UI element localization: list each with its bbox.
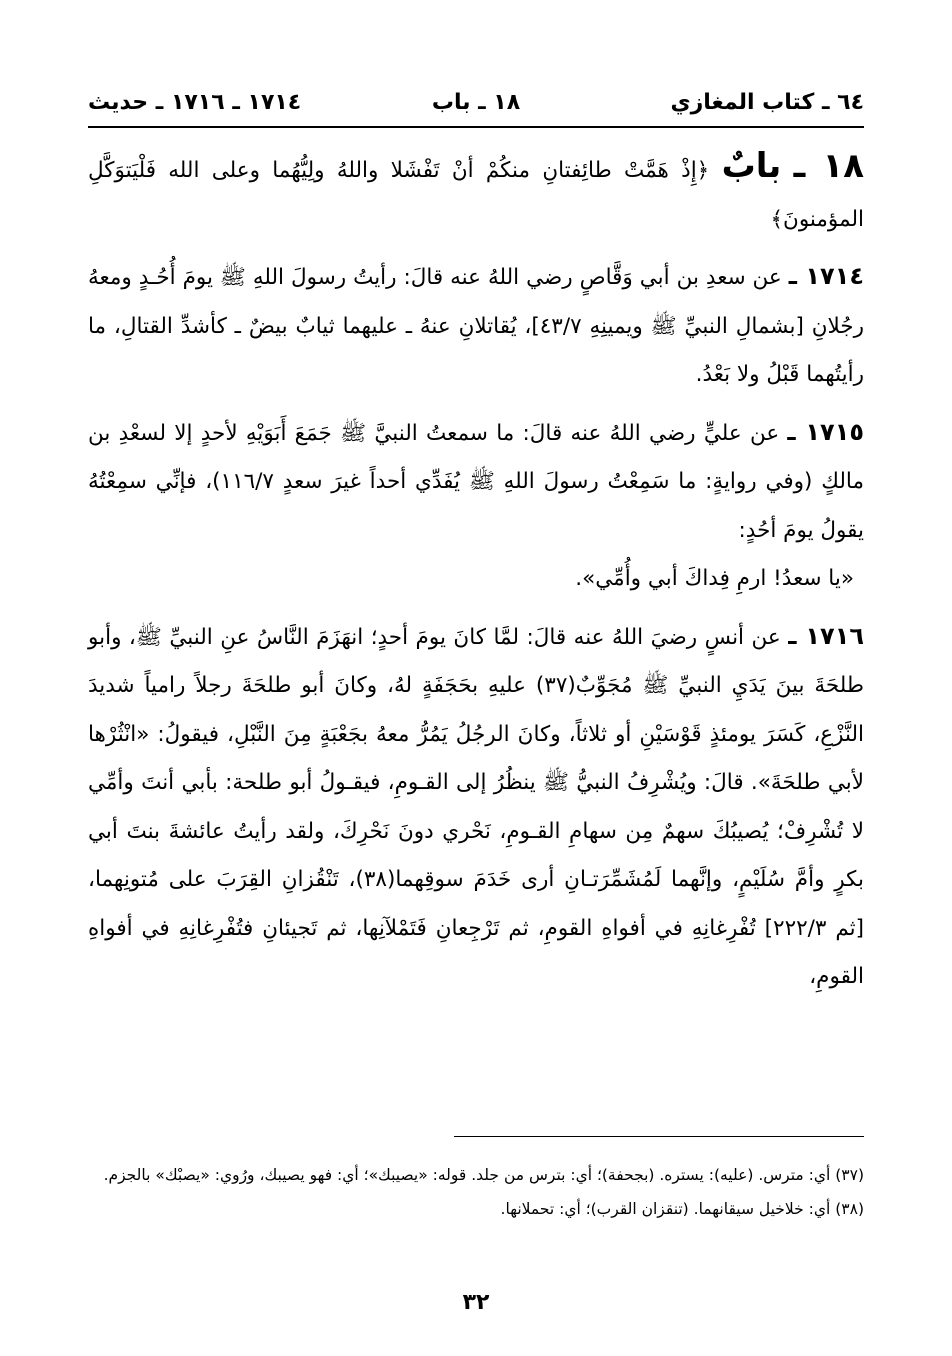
header-chapter: ١٨ ـ باب — [431, 90, 521, 115]
hadith-text: عن سعدِ بن أبي وَقَّاصٍ رضي اللهُ عنه قالَ: رأيتُ رسولَ اللهِ ﷺ يومَ أُحُـدٍ ومعهُ رجُلانِ [بشمالِ النبيِّ ﷺ ويمينِهِ ٤٣/٧]، يُقاتلانِ عنهُ ـ عليهما ثيابٌ بيضٌ ـ كأشدِّ القتالِ، ما رأيتُهما قَبْلُ ولا بَعْدُ. — [88, 265, 864, 387]
hadith-1714 — [88, 252, 864, 400]
header-rule — [88, 126, 864, 128]
header-hadith-range: ١٧١٤ ـ ١٧١٦ ـ حديث — [88, 90, 302, 115]
page-number: ٣٢ — [462, 1290, 490, 1315]
chapter-number: ١٨ ـ — [793, 146, 865, 186]
footnotes — [88, 1158, 864, 1226]
chapter-title: بابٌ — [721, 146, 782, 186]
hadith-text: عن أنسٍ رضيَ اللهُ عنه قالَ: لمَّا كانَ يومَ أحدٍ؛ انهَزَمَ النَّاسُ عنِ النبيِّ ﷺ، وأبو طلحَةَ بينَ يَدَيِ النبيِّ ﷺ مُجَوِّبٌ(٣٧) عليهِ بحَجَفَةٍ لهُ، وكانَ أبو طلحَةَ رجلاً رامياً شديدَ النَّزْعِ، كَسَرَ يومئذٍ قَوْسَيْنِ أو ثلاثاً، وكانَ الرجُلُ يَمُرُّ معهُ بجَعْبَةٍ مِنَ النَّبْلِ، فيقولُ: «انْثُرْها لأبي طلحَةَ». قالَ: ويُشْرِفُ النبيُّ ﷺ ينظُرُ إلى القـومِ، فيقـولُ أبو طلحة: بأبي أنتَ وأمِّي لا تُشْرِفْ؛ يُصيبُكَ سهمٌ مِن سهامِ القـومِ، نَحْري دونَ نَحْرِكَ، ولقد رأيتُ عائشةَ بنتَ أبي بكرٍ وأمَّ سُلَيْمٍ، وإنَّهما لَمُشَمِّرَتـانِ أرى خَدَمَ سوقِهما(٣٨)، تَنْقُزانِ القِرَبَ على مُتونِهما، [ثم ٢٢٢/٣] تُفْرِغانِهِ في أفواهِ القومِ، ثم تَرْجِعانِ فَتَمْلآنِها، ثم تَجيئانِ فتُفْرِغانِهِ في أفواهِ القومِ، — [88, 624, 865, 989]
hadith-number: ١٧١٦ ـ — [788, 621, 864, 650]
footnote-separator — [454, 1136, 864, 1137]
footnote-37: (٣٧) أي: مترس. (عليه): يستره. (بجحفة)؛ أي: بترس من جلد. قوله: «يصيبك»؛ أي: فهو يصيبك، ورُوي: «يصبْك» بالجزم. — [103, 1166, 864, 1184]
footnote-38: (٣٨) أي: خلاخيل سيقانهما. (تنقزان القرب)؛ أي: تحملانها. — [500, 1200, 864, 1218]
hadith-1715 — [88, 408, 864, 556]
hadith-text: عن عليٍّ رضي اللهُ عنه قالَ: ما سمعتُ النبيَّ ﷺ جَمَعَ أَبَوَيْهِ لأحدٍ إلا لسعْدِ بن مالكٍ (وفي روايةٍ: ما سَمِعْتُ رسولَ اللهِ ﷺ يُفَدِّي أحداً غيرَ سعدٍ ١١٦/٧)، فإنِّي سمِعْتُهُ يقولُ يومَ أحُدٍ: — [88, 420, 865, 543]
chapter-heading — [88, 142, 864, 244]
hadith-quote: «يا سعدُ! ارمِ فِداكَ أبي وأُمِّي». — [575, 566, 854, 591]
hadith-number: ١٧١٥ ـ — [787, 417, 864, 446]
chapter-verse: ﴿إِذْ هَمَّتْ طائِفتانِ منكُمْ أنْ تَفْشَلا واللهُ ولِيُّهُما وعلى الله فَلْيَتوَكَّلِ المؤمنونَ﴾ — [88, 158, 864, 232]
hadith-1716 — [88, 612, 864, 1002]
hadith-number: ١٧١٤ ـ — [788, 262, 864, 290]
main-text — [88, 142, 864, 1002]
header-book-title: ٦٤ ـ كتاب المغازي — [670, 90, 864, 115]
running-header — [88, 84, 864, 124]
